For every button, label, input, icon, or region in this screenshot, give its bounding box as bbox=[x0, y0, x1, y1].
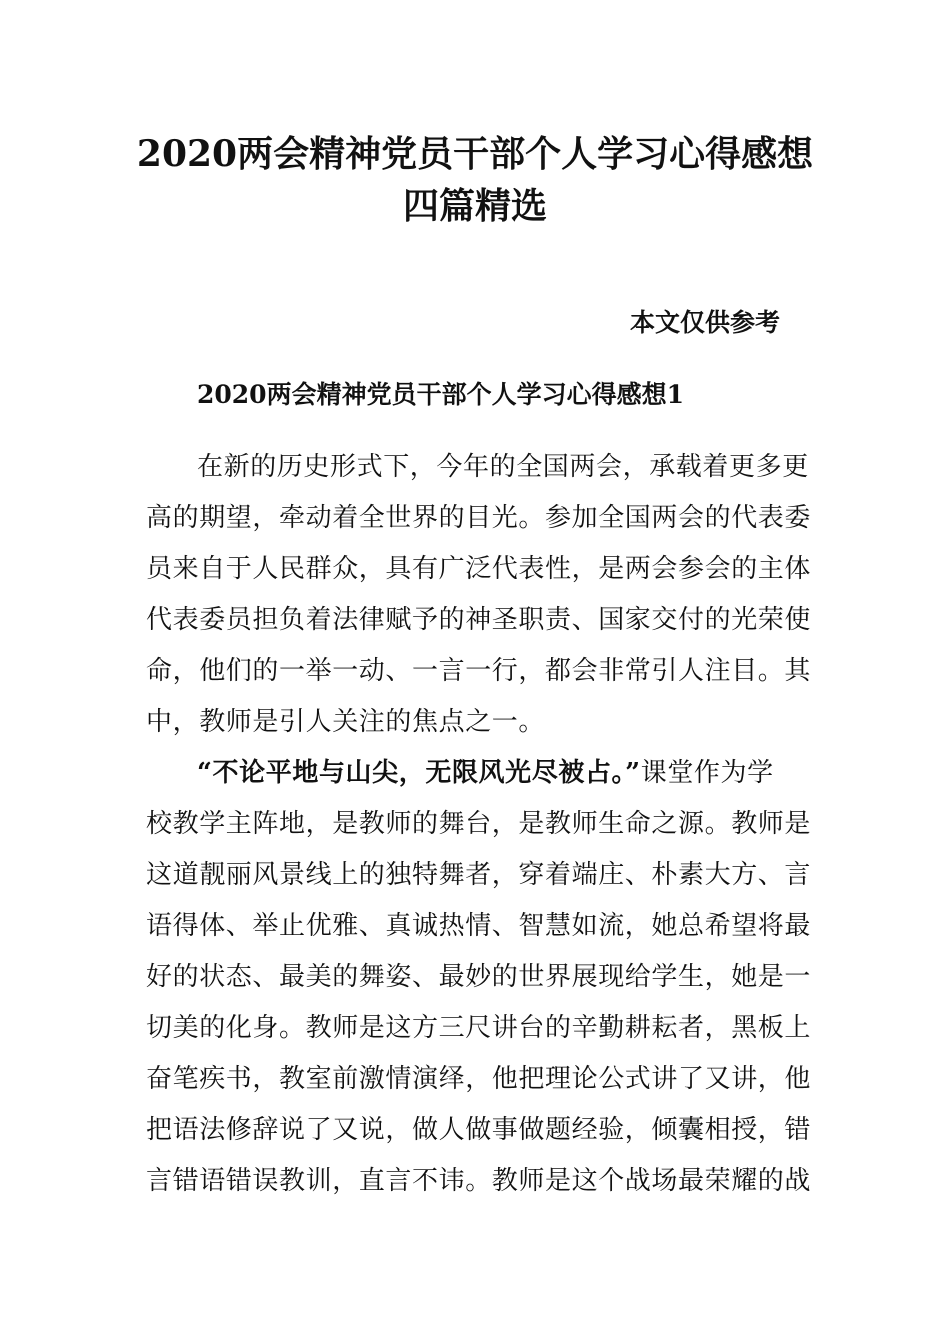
paragraph-2-quote: “不论平地与山尖，无限风光尽被占。” bbox=[197, 758, 641, 788]
paragraph-1-line-1: 在新的历史形式下，今年的全国两会，承载着更多更 bbox=[197, 452, 809, 482]
paragraph-2-line-2: 校教学主阵地，是教师的舞台，是教师生命之源。教师是 bbox=[146, 809, 812, 839]
paragraph-2-line-1-rest: 课堂作为学 bbox=[640, 758, 774, 788]
paragraph-2-line-5: 好的状态、最美的舞姿、最妙的世界展现给学生，她是一 bbox=[146, 962, 812, 992]
paragraph-2-line-8: 把语法修辞说了又说，做人做事做题经验，倾囊相授，错 bbox=[146, 1115, 812, 1145]
paragraph-2-line-6: 切美的化身。教师是这方三尺讲台的辛勤耕耘者，黑板上 bbox=[146, 1013, 812, 1043]
reference-note: 本文仅供参考 bbox=[629, 308, 780, 337]
paragraph-2-line-1 bbox=[197, 756, 787, 790]
document-title-line-2: 四篇精选 bbox=[402, 185, 547, 227]
paragraph-1-line-3: 员来自于人民群众，具有广泛代表性，是两会参会的主体 bbox=[146, 554, 812, 584]
paragraph-1-line-2: 高的期望，牵动着全世界的目光。参加全国两会的代表委 bbox=[146, 503, 812, 533]
section-heading: 2020两会精神党员干部个人学习心得感想1 bbox=[197, 380, 684, 409]
paragraph-1-line-4: 代表委员担负着法律赋予的神圣职责、国家交付的光荣使 bbox=[146, 605, 812, 635]
paragraph-1-line-5: 命，他们的一举一动、一言一行，都会非常引人注目。其 bbox=[146, 656, 812, 686]
paragraph-2-line-3: 这道靓丽风景线上的独特舞者，穿着端庄、朴素大方、言 bbox=[146, 860, 812, 890]
paragraph-2-line-7: 奋笔疾书，教室前激情演绎，他把理论公式讲了又讲，他 bbox=[146, 1064, 812, 1094]
paragraph-1-line-6: 中，教师是引人关注的焦点之一。 bbox=[146, 707, 546, 737]
paragraph-2-line-4: 语得体、举止优雅、真诚热情、智慧如流，她总希望将最 bbox=[146, 911, 812, 941]
document-title-line-1: 2020两会精神党员干部个人学习心得感想 bbox=[136, 133, 814, 175]
paragraph-2-line-9: 言错语错误教训，直言不讳。教师是这个战场最荣耀的战 bbox=[146, 1166, 812, 1196]
